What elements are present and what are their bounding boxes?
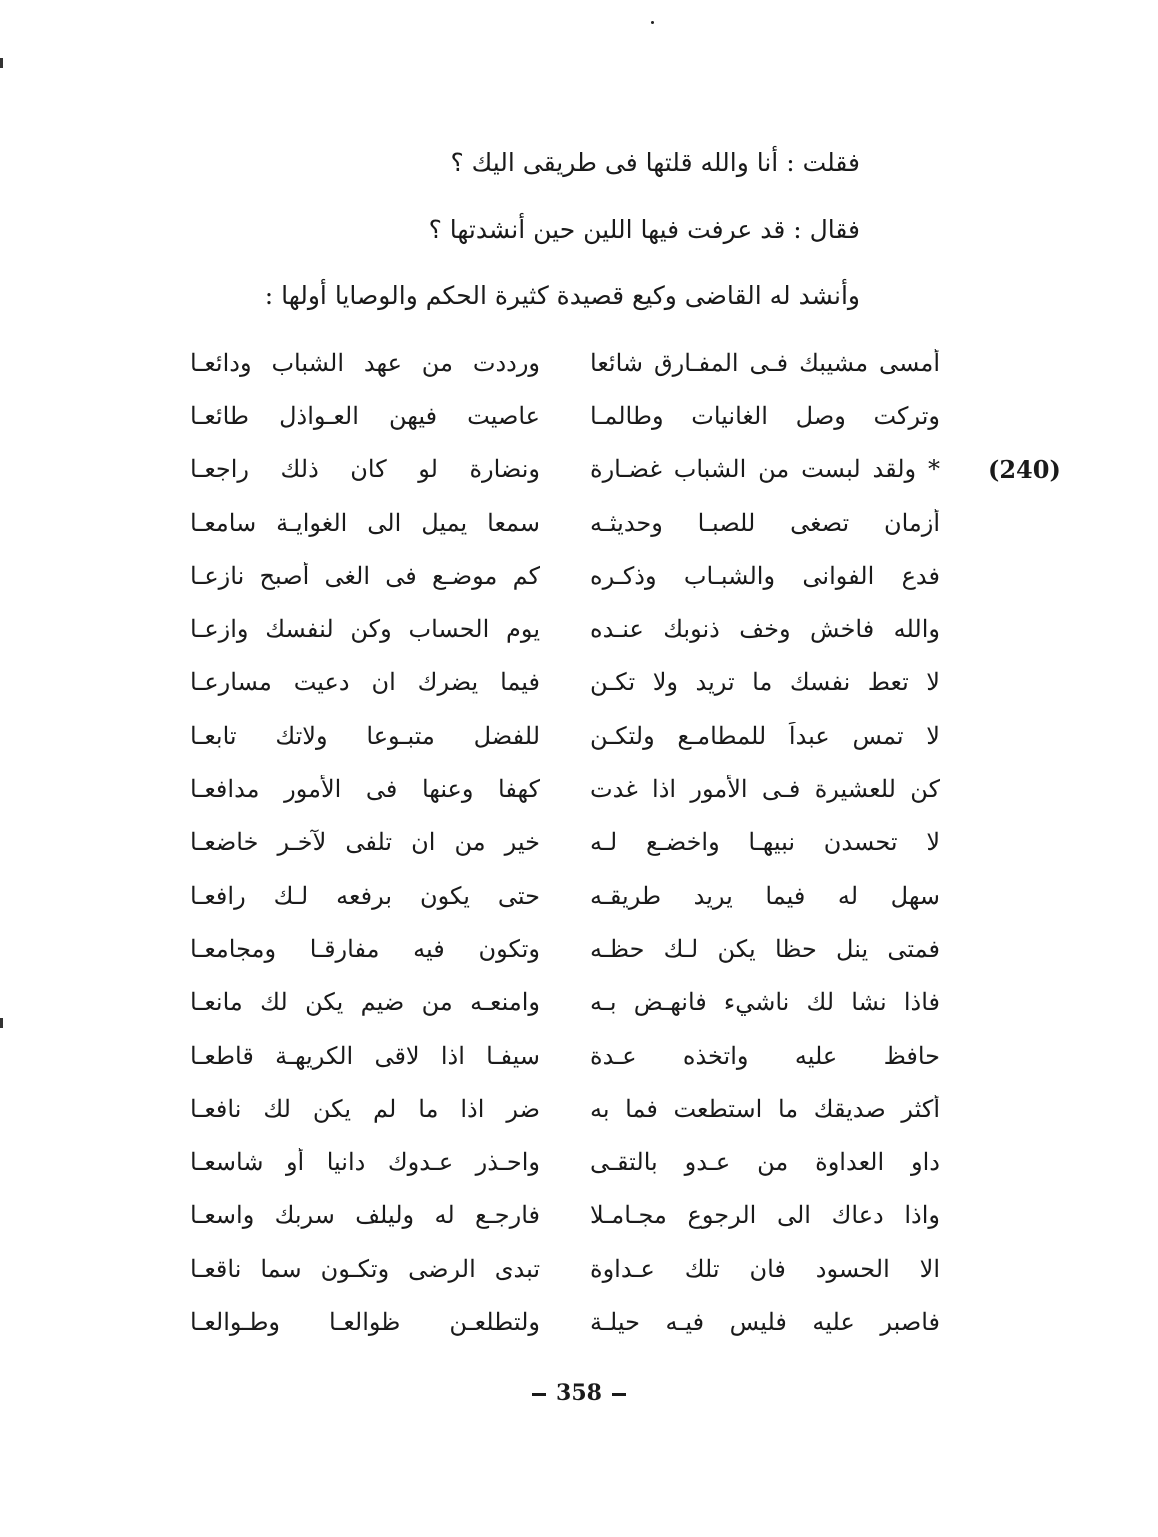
prose-line-2: فقال : قد عرفت فيها اللين حين أنشدتها ؟ xyxy=(428,215,860,244)
verse-second-hemistich: واحـذر عـدوك دانيا أو شاسعـا xyxy=(190,1148,540,1177)
verse-second-hemistich: خير من ان تلفى لآخـر خاضعـا xyxy=(190,828,540,857)
poem-verse xyxy=(190,389,940,442)
verse-second-hemistich: كم موضـع فى الغى أصبح نازعـا xyxy=(190,561,540,590)
verse-second-hemistich: وتكون فيه مفارقـا ومجامعـا xyxy=(190,934,540,963)
poem-verse xyxy=(190,443,940,496)
verse-first-hemistich: سهل له فيما يريد طريقـه xyxy=(590,881,940,910)
prose-line-3: وأنشد له القاضى وكيع قصيدة كثيرة الحكم والوصايا أولها : xyxy=(264,281,860,310)
poem-verse xyxy=(190,1295,940,1348)
verse-second-hemistich: سيفـا اذا لاقى الكريهـة قاطعـا xyxy=(190,1041,540,1070)
verse-first-hemistich: وتركت وصل الغانيات وطالمـا xyxy=(590,401,940,430)
verse-second-hemistich: ضر اذا ما لم يكن لك نافعـا xyxy=(190,1094,540,1123)
verse-first-hemistich: فمتى ينل حظا يكن لـك حظـه xyxy=(590,934,940,963)
poem-verse xyxy=(190,549,940,602)
scan-edge-mark xyxy=(0,58,3,68)
page-number-dash xyxy=(532,1393,546,1396)
verse-first-hemistich: داو العداوة من عـدو بالتقـى xyxy=(590,1148,940,1177)
verse-first-hemistich: * ولقد لبست من الشباب غضـارة xyxy=(590,455,940,484)
poem xyxy=(190,336,940,1349)
poem-verse xyxy=(190,709,940,762)
scan-edge-mark xyxy=(0,1018,3,1028)
poem-verse xyxy=(190,656,940,709)
poem-verse xyxy=(190,1135,940,1188)
verse-second-hemistich: للفضل متبـوعا ولاتك تابعـا xyxy=(190,721,540,750)
verse-second-hemistich: سمعا يميل الى الغوايـة سامعـا xyxy=(190,508,540,537)
verse-first-hemistich: لا تمس عبداً للمطامـع ولتكـن xyxy=(590,721,940,750)
poem-verse xyxy=(190,869,940,922)
verse-first-hemistich: والله فاخش وخف ذنوبك عنـده xyxy=(590,615,940,644)
verse-second-hemistich: عاصيت فيهن العـواذل طائعـا xyxy=(190,401,540,430)
verse-second-hemistich: حتى يكون برفعه لـك رافعـا xyxy=(190,881,540,910)
verse-second-hemistich: فيما يضرك ان دعيت مسارعـا xyxy=(190,668,540,697)
poem-verse xyxy=(190,336,940,389)
poem-verse xyxy=(190,976,940,1029)
marginal-reference-number: (240) xyxy=(988,455,1061,484)
verse-first-hemistich: فدع الفوانى والشبـاب وذكـره xyxy=(590,561,940,590)
page-number-dash xyxy=(612,1393,626,1396)
page-number-value: 358 xyxy=(556,1380,602,1406)
prose-line-1: فقلت : أنا والله قلتها فى طريقى اليك ؟ xyxy=(450,148,860,177)
poem-verse xyxy=(190,1029,940,1082)
verse-first-hemistich: أزمان تصغى للصبـا وحديثـه xyxy=(590,508,940,537)
verse-first-hemistich: واذا دعاك الى الرجوع مجـامـلا xyxy=(590,1201,940,1230)
verse-first-hemistich: لا تحسدن نبيهـا واخضـع لـه xyxy=(590,828,940,857)
page-number xyxy=(0,1380,1158,1406)
verse-first-hemistich: أكثر صديقك ما استطعت فما به xyxy=(590,1094,940,1123)
poem-verse xyxy=(190,496,940,549)
verse-first-hemistich: كن للعشيرة فـى الأمور اذا غدت xyxy=(590,775,940,804)
poem-verse xyxy=(190,1242,940,1295)
verse-first-hemistich: حافظ عليه واتخذه عـدة xyxy=(590,1041,940,1070)
poem-verse xyxy=(190,816,940,869)
verse-second-hemistich: فارجـع له وليلف سربك واسعـا xyxy=(190,1201,540,1230)
verse-second-hemistich: وامنعـه من ضيم يكن لك مانعـا xyxy=(190,988,540,1017)
verse-first-hemistich: فاذا نشا لك ناشيء فانهـض بـه xyxy=(590,988,940,1017)
verse-second-hemistich: يوم الحساب وكن لنفسك وازعـا xyxy=(190,615,540,644)
verse-second-hemistich: تبدى الرضى وتكـون سما ناقعـا xyxy=(190,1254,540,1283)
poem-verse xyxy=(190,602,940,655)
verse-first-hemistich: أمسى مشيبك فـى المفـارق شائعا xyxy=(590,348,940,377)
poem-verse xyxy=(190,1189,940,1242)
verse-first-hemistich: الا الحسود فان تلك عـداوة xyxy=(590,1254,940,1283)
verse-second-hemistich: ولتطلعـن ظوالعـا وطـوالعـا xyxy=(190,1307,540,1336)
poem-verse xyxy=(190,922,940,975)
poem-verse xyxy=(190,762,940,815)
verse-second-hemistich: ونضارة لو كان ذلك راجعـا xyxy=(190,455,540,484)
scan-speck xyxy=(651,21,654,24)
poem-verse xyxy=(190,1082,940,1135)
verse-second-hemistich: كهفا وعنها فى الأمور مدافعـا xyxy=(190,775,540,804)
verse-first-hemistich: فاصبر عليه فليس فيـه حيلـة xyxy=(590,1307,940,1336)
verse-second-hemistich: ورددت من عهد الشباب ودائعـا xyxy=(190,348,540,377)
verse-first-hemistich: لا تعط نفسك ما تريد ولا تكـن xyxy=(590,668,940,697)
